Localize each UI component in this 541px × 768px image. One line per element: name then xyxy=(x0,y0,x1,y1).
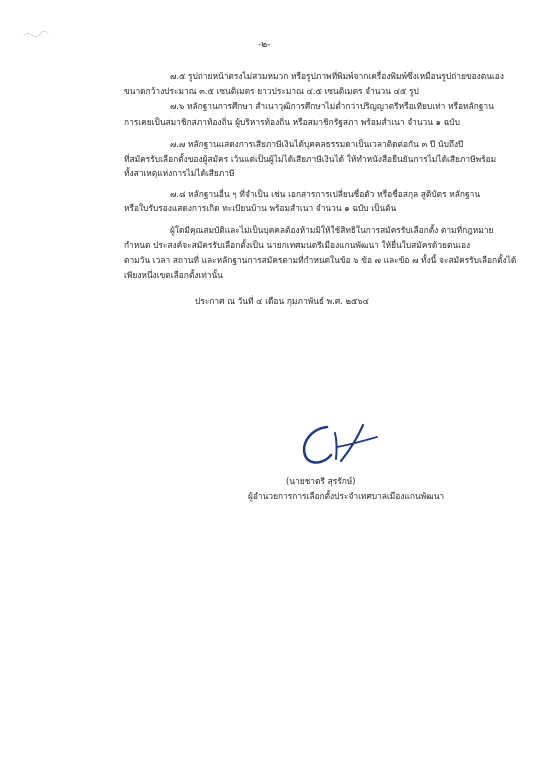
paragraph-line: ที่สมัครรับเลือกตั้งของผู้สมัคร เว้นแต่เป็นผู้ไม่ได้เสียภาษีเงินได้ ให้ทำหนังสือยืนยันการไม่ได้เสียภาษีพร้อม xyxy=(124,154,497,164)
paragraph-line: ตามวัน เวลา สถานที่ และหลักฐานการสมัครตามที่กำหนดในข้อ ๖ ข้อ ๗ และข้อ ๗ ทั้งนี้ จะสมัครรับเลือกตั้งได้ xyxy=(124,255,517,265)
paragraph-line: ทั้งสาเหตุแห่งการไม่ได้เสียภาษี xyxy=(124,168,235,178)
page-number: -๒- xyxy=(258,40,271,50)
signer-name: (นายชาตรี สุรรักษ์) xyxy=(286,476,356,486)
paragraph-line: เพียงหนึ่งเขตเลือกตั้งเท่านั้น xyxy=(124,270,223,280)
paragraph-line: ผู้ใดมีคุณสมบัติและไม่เป็นบุคคลต้องห้ามมิให้ใช้สิทธิในการสมัครรับเลือกตั้ง ตามที่กฎหมาย xyxy=(170,225,494,235)
signature xyxy=(297,421,381,471)
paragraph-line: การเคยเป็นสมาชิกสภาท้องถิ่น ผู้บริหารท้องถิ่น หรือสมาชิกรัฐสภา พร้อมสำเนา จำนวน ๑ ฉบับ xyxy=(124,117,460,127)
paragraph-line: ๗.๗ หลักฐานแสดงการเสียภาษีเงินได้บุคคลธรรมดาเป็นเวลาติดต่อกัน ๓ ปี นับถึงปี xyxy=(170,139,464,149)
paragraph-line: กำหนด ประสงค์จะสมัครรับเลือกตั้งเป็น นายกเทศมนตรีเมืองแกนพัฒนา ให้ยื่นใบสมัครด้วยตนเอง xyxy=(124,240,471,250)
paragraph-line: หรือใบรับรองแสดงการเกิด ทะเบียนบ้าน พร้อมสำเนา จำนวน ๑ ฉบับ เป็นต้น xyxy=(124,203,397,213)
signer-title: ผู้อำนวยการการเลือกตั้งประจำเทศบาลเมืองแกนพัฒนา xyxy=(248,491,445,501)
paragraph-line: ๗.๖ หลักฐานการศึกษา สำเนาวุฒิการศึกษาไม่ต่ำกว่าปริญญาตรีหรือเทียบเท่า หรือหลักฐาน xyxy=(170,101,494,111)
announcement-date: ประกาศ ณ วันที่ ๔ เดือน กุมภาพันธ์ พ.ศ. ๒๕๖๔ xyxy=(195,296,369,306)
scan-smudge xyxy=(22,28,52,40)
paragraph-line: ๗.๕ รูปถ่ายหน้าตรงไม่สวมหมวก หรือรูปภาพที่พิมพ์จากเครื่องพิมพ์ซึ่งเหมือนรูปถ่ายของตนเอง xyxy=(170,71,504,81)
paragraph-line: ขนาดกว้างประมาณ ๓.๕ เซนติเมตร ยาวประมาณ ๔.๕ เซนติเมตร จำนวน ๔๕ รูป xyxy=(124,86,419,96)
paragraph-line: ๗.๘ หลักฐานอื่น ๆ ที่จำเป็น เช่น เอกสารการเปลี่ยนชื่อตัว หรือชื่อสกุล สูติบัตร หลักฐาน xyxy=(170,189,481,199)
